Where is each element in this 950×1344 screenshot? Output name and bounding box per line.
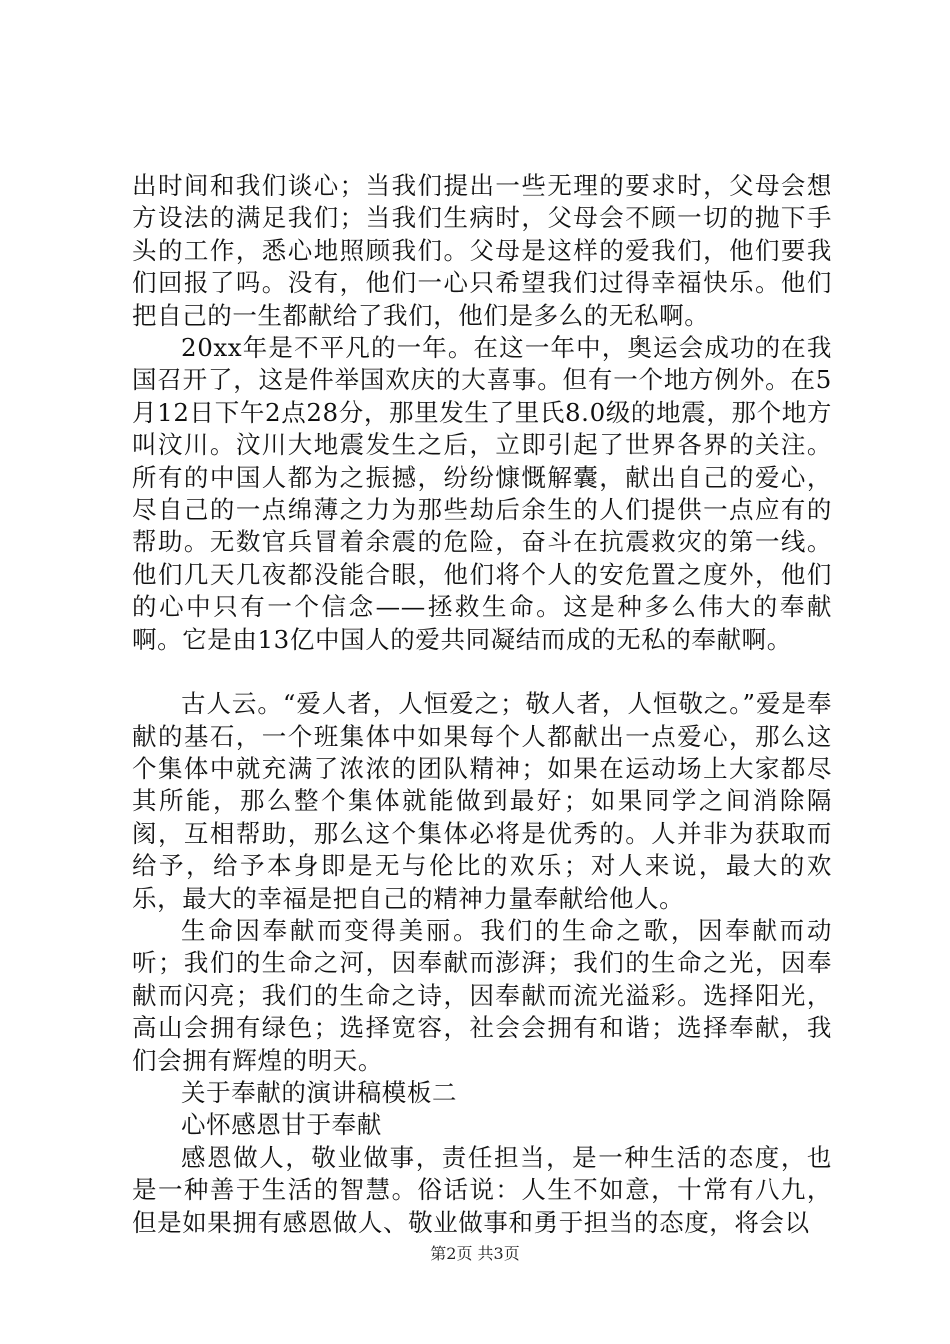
- section-heading: 关于奉献的演讲稿模板二: [181, 1077, 458, 1107]
- paragraph-wenchuan: 20xx年是不平凡的一年。在这一年中，奥运会成功的在我国召开了，这是件举国欢庆的大喜事。但有一个地方例外。在5月12日下午2点28分，那里发生了里氏8.0级的地震，那个地方叫汶川。汶川大地震发生之后，立即引起了世界各界的关注。所有的中国人都为之振撼，纷纷慷慨解囊，献出自己的爱心，尽自己的一点绵薄之力为那些劫后余生的人们提供一点应有的帮助。无数官兵冒着余震的危险，奋斗在抗震救灾的第一线。他们几天几夜都没能合眼，他们将个人的安危置之度外，他们的心中只有一个信念——拯救生命。这是种多么伟大的奉献啊。它是由13亿中国人的爱共同凝结而成的无私的奉献啊。: [132, 333, 832, 654]
- document-body: [132, 170, 832, 1239]
- paragraph-parents: 出时间和我们谈心；当我们提出一些无理的要求时，父母会想方设法的满足我们；当我们生病时，父母会不顾一切的抛下手头的工作，悉心地照顾我们。父母是这样的爱我们，他们要我们回报了吗。没有，他们一心只希望我们过得幸福快乐。他们把自己的一生都献给了我们，他们是多么的无私啊。: [132, 171, 832, 330]
- paragraph-life: 生命因奉献而变得美丽。我们的生命之歌，因奉献而动听；我们的生命之河，因奉献而澎湃；我们的生命之光，因奉献而闪亮；我们的生命之诗，因奉献而流光溢彩。选择阳光，高山会拥有绿色；选择宽容，社会会拥有和谐；选择奉献，我们会拥有辉煌的明天。: [132, 915, 832, 1075]
- section-subtitle: 心怀感恩甘于奉献: [181, 1110, 382, 1140]
- paragraph-gratitude: 感恩做人，敬业做事，责任担当，是一种生活的态度，也是一种善于生活的智慧。俗话说：人生不如意，十常有八九，但是如果拥有感恩做人、敬业做事和勇于担当的态度，将会以: [132, 1142, 832, 1237]
- paragraph-ancients: 古人云。“爱人者，人恒爱之；敬人者，人恒敬之。”爱是奉献的基石，一个班集体中如果每个人都献出一点爱心，那么这个集体中就充满了浓浓的团队精神；如果在运动场上大家都尽其所能，那么整个集体就能做到最好；如果同学之间消除隔阂，互相帮助，那么这个集体必将是优秀的。人并非为获取而给予，给予本身即是无与伦比的欢乐；对人来说，最大的欢乐，最大的幸福是把自己的精神力量奉献给他人。: [132, 689, 832, 913]
- page-footer: 第2页 共3页: [430, 1244, 520, 1263]
